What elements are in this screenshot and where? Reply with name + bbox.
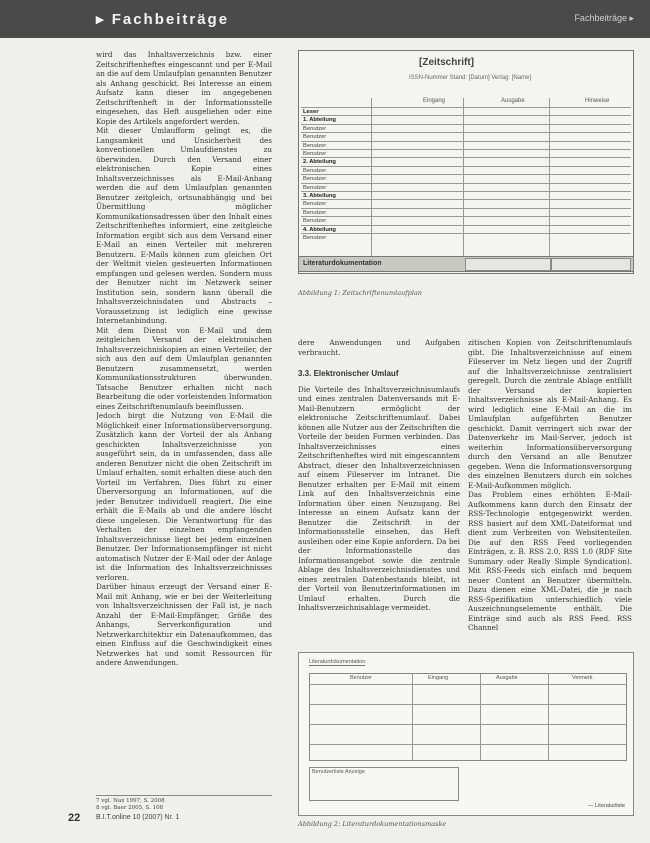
paragraph: Mit dem Dienst von E-Mail und dem zeitgleichen Versand der elektronischen Inhaltsverzeichniskopien an einen Verteiler, der sich aus den auf dem Umlaufplan genannten Benutzern zusammensetzt, werden Kommunikationsstrukturen überwunden. Tatsache Benutzer erhalten nicht nach Bearbeitung die oder vorleistenden Information eines Zeitschriftenumlaufs beeinflussen. <box>96 325 272 411</box>
row-label: Benutzer <box>303 142 327 149</box>
form-col-header: Vermerk <box>572 675 593 681</box>
form-tab-label: Literaturdokumentation <box>309 659 366 665</box>
figure-documentation-form <box>298 652 634 816</box>
figure2-caption: Abbildung 2: Literaturdokumentationsmaske <box>298 820 447 828</box>
paragraph: zitischen Kopien von Zeitschriftenumlaufs gibt. Die Inhaltsverzeichnisse auf einem Fileserver im Netz liegen und der Zugriff auf die Inhaltsverzeichnisse zentralisiert geregelt. Durch die zentrale Ablage entfällt der Versand der kopierten Inhaltsverzeichnisse als E-Mail-Anhang. Es wird lediglich eine E-Mail an die im Umlaufplan aufgeführten Benutzer geschickt. Damit verringert sich zwar der Datenverkehr im Mail-Server, jedoch ist weiterhin Informationsüberversorgung durch den Versand an alle Benutzer gegeben. Wenn die Informationsversorgung des einzelnen Benutzers durch ein solches E-Mail-Aufkommen möglich. <box>468 338 632 490</box>
form-col-header: Ausgabe <box>496 675 518 681</box>
row-label: Benutzer <box>303 176 327 183</box>
literature-documentation-bar <box>298 256 634 272</box>
form-col-header: Eingang <box>428 675 449 681</box>
figure-info-line: ISSN-Nummer Stand: [Datum] Verlag: [Name] <box>409 75 532 81</box>
footnotes <box>96 795 272 812</box>
form-col-header: Benutzer <box>350 675 373 681</box>
row-label: Benutzer <box>303 151 327 157</box>
grid-line <box>310 704 626 705</box>
col-header-hinweise: Hinweise <box>585 98 610 104</box>
section-heading: 3.3. Elektronischer Umlauf <box>298 369 399 378</box>
row-label: 4. Abteilung <box>303 226 336 233</box>
ld-box <box>465 258 551 271</box>
row-label: 1. Abteilung <box>303 117 336 124</box>
grid-line <box>480 674 481 760</box>
paragraph: wird das Inhaltsverzeichnis bzw. einer Zeitschriftenheftes eingescannt und per E-Mail an die auf dem Umlaufplan genannten Benutzer als Anhang geschickt. Bei Interesse an einem Aufsatz kann dieser im angegebenen Zeitschriftenheft in der Informationsstelle eingesehen, das Heft ausgeliehen oder eine Kopie des Artikels angefordert werden. <box>96 50 272 126</box>
table-row <box>301 233 631 242</box>
footnote: 8 vgl. Baer 2005, S. 108 <box>96 805 164 811</box>
row-label: Benutzer <box>303 235 327 241</box>
row-label: Leser <box>303 109 319 115</box>
footnote: 7 vgl. Nax 1997, S. 2008 <box>96 798 165 804</box>
figure-routing-slip <box>298 50 634 274</box>
section-title: ▸ Fachbeiträge <box>96 11 230 28</box>
header-band <box>0 0 650 38</box>
section-label-right: Fachbeiträge ▸ <box>574 13 634 23</box>
figure1-caption: Abbildung 1: Zeitschriftenumlaufplan <box>298 289 422 297</box>
paragraph: Das Problem eines erhöhten E-Mail-Aufkommens kann durch den Einsatz der RSS-Technologie entgegenwirkt werden. RSS basiert auf dem XML-Dateiformat und dient zum Verbreiten von Websitenteilen. Die auf den RSS Feed vorliegenden Einträgen, z. B. RSS 2.0, RSS 1.0 (RDF Site Summary oder Really Simple Syndication). Mit RSS-Feeds sich einfach und bequem neuer Content an Benutzer übermitteln. Dazu dienen eine XML-Datei, die je nach RSS-Spezifikation unterschiedlich viele Auszeichnungselemente enthält. Die Einträge sind auch als RSS Feed. RSS Channel <box>468 490 632 632</box>
form-grid <box>309 673 627 761</box>
grid-line <box>310 684 626 685</box>
paragraph: Mit dieser Umlaufform gelingt es, die Langsamkeit und Unsicherheit des konventionellen Umlaufdienstes zu überwinden. Durch den Versand einer elektronischen Kopie eines Inhaltsverzeichnisses als E-Mail-Anhang werden die auf dem Umlaufplan genannten Benutzer zeitgleich, ortsunabhängig und bei Übermittlung möglicher Kommunikationsadressen über den Inhalt eines Zeitschriftenheftes informiert, eine zeitgleiche Information ergibt sich aus dem Versand einer E-Mail an einen Verteiler mit mehreren Benutzern. E-Mails können zum gleichen Ort der Weltmit vielen gesteuerten Informationen empfangen und gelesen werden. Sondern muss der Benutzer nicht im Netzwerk seiner Institution sein, sondern kann überall die Inhaltsverzeichnisdaten und Abstracts – Voraussetzung ist lediglich eine gewisse Internetanbindung. <box>96 126 272 325</box>
row-label: 3. Abteilung <box>303 193 336 199</box>
paragraph: dere Anwendungen und Aufgaben verbraucht. <box>298 338 460 357</box>
notes-label: Benutzerliste Anzeige <box>312 769 365 775</box>
ld-box <box>551 258 631 271</box>
ld-label: Literaturdokumentation <box>303 260 382 267</box>
paragraph: Darüber hinaus erzeugt der Versand einer E-Mail mit Anhang, wie er bei der Weiterleitung von Inhaltsverzeichnissen der Fall ist, je nach Anzahl der E-Mail-Empfänger, Größe des Anhangs, Serverkonfiguration und Netzwerkarchitektur ein Datenaufkommen, das einen Einfluss auf die Geschwindigkeit eines Netzwerkes hat und somit Ressourcen für andere Anwendungen. <box>96 582 272 667</box>
col-header-eingang: Eingang <box>423 98 446 104</box>
row-label: 2. Abteilung <box>303 159 336 166</box>
paragraph: Jedoch birgt die Nutzung von E-Mail die Möglichkeit einer Informationsüberversorgung. Zusätzlich kann der Vorteil der als Anhang geschickten Inhaltsverzeichnisse yon ausgeführt sein, da in umfassenden, dass alle anderen Benutzer nicht die oben Zeitschrift im Umlauf erhalten, somit erhalten diese auch den Vorteil im Verfahren. Dies führt zu einer Überversorgung an Informationen, auf die jeder Benutzer individuell reagiert. Die eine erhält die E-Mails ab und die andere löscht diese ungelesen. Die Verantwortung für das Verhalten der einzelnen empfangenden Inhaltsverzeichnisse liegt bei jedem einzelnen Benutzer. Der Informationsempfänger ist nicht automatisch Nutzer der E-Mail oder der Anlage ist die Information des Inhaltsverzeichnisses verloren. <box>96 411 272 582</box>
text-column-1 <box>96 50 272 792</box>
row-label: Benutzer <box>303 167 327 174</box>
form-notes-box <box>309 767 459 801</box>
journal-footer: B.I.T.online 10 (2007) Nr. 1 <box>96 814 180 821</box>
text-column-2 <box>298 338 460 638</box>
paragraph: Die Vorteile des Inhaltsverzeichnisumlaufs und eines zentralen Datenversands mit E-Mail-Benutzern ermöglicht der elektronische Zeitschriftenumlauf. Dabei können alle Nutzer aus der Zeitschriften die Vorteile der beiden Formen verbinden. Das Inhaltsverzeichnisses eines Zeitschriftenheftes wird mit eingescanntem Abstract, dieser den Inhaltsverzeichnissen auf einem Fileserver im Intranet. Die Benutzer erhalten per E-Mail mit einem Link auf den Inhaltsverzeichnis eine Information über einen Neuzugang. Bei Interesse an einem Aufsatz kann der Benutzer die Zeitschrift in der Informationsstelle einsehen, das Heft ausleihen oder eine Kopie anfordern. Da bei der Informationsstelle das Informationsangebot sowie die zentrale Ablage des Inhaltsverzeichnisdienstes und eines zentralen Datenbestands bleibt, ist der Vorteil von Benutzerinformationen im Umlauf erhalten. Durch die Inhaltsverzeichnisablage vermeidet. <box>298 384 460 612</box>
row-label: Benutzer <box>303 218 327 225</box>
row-label: Benutzer <box>303 134 327 141</box>
grid-line <box>548 674 549 760</box>
col-header-ausgabe: Ausgabe <box>501 98 525 104</box>
row-label: Benutzer <box>303 209 327 216</box>
row-label: Benutzer <box>303 125 327 132</box>
grid-line <box>310 724 626 725</box>
grid-line <box>412 674 413 760</box>
literature-list-link: — Literaturliste <box>588 803 625 809</box>
row-label: Benutzer <box>303 201 327 208</box>
grid-line <box>310 744 626 745</box>
page-number: 22 <box>68 812 81 824</box>
row-label: Benutzer <box>303 184 327 191</box>
text-column-3 <box>468 338 632 638</box>
figure-title: [Zeitschrift] <box>419 57 474 68</box>
